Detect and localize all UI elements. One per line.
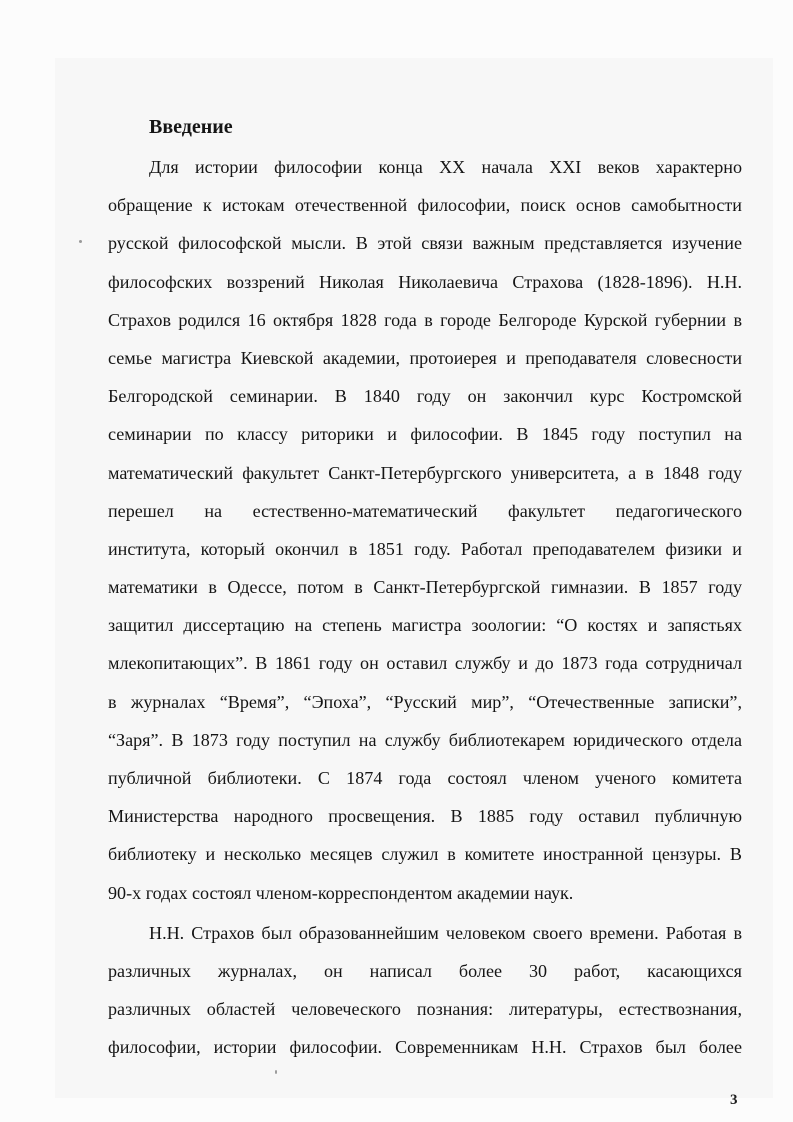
text-line: семинарии по классу риторики и философии. В 1845 году поступил на xyxy=(108,424,742,445)
section-heading: Введение xyxy=(149,116,233,138)
paragraph-1 xyxy=(108,148,742,912)
text-line: обращение к истокам отечественной философии, поиск основ самобытности xyxy=(108,195,742,216)
text-line: Белгородской семинарии. В 1840 году он закончил курс Костромской xyxy=(108,386,742,407)
text-line: Министерства народного просвещения. В 1885 году оставил публичную xyxy=(108,806,742,827)
text-line: млекопитающих”. В 1861 году он оставил службу и до 1873 года сотрудничал xyxy=(108,653,742,674)
text-line: русской философской мысли. В этой связи важным представляется изучение xyxy=(108,233,742,254)
page-number: 3 xyxy=(730,1092,738,1108)
text-line: математический факультет Санкт-Петербургского университета, а в 1848 году xyxy=(108,462,742,483)
scan-speck xyxy=(79,240,82,243)
text-line: Для истории философии конца XX начала XXI веков характерно xyxy=(149,157,742,177)
text-line: перешел на естественно-математический факультет педагогического xyxy=(108,500,742,521)
text-line: различных областей человеческого познания: литературы, естествознания, xyxy=(108,999,742,1020)
text-line: института, который окончил в 1851 году. Работал преподавателем физики и xyxy=(108,538,742,559)
document-page xyxy=(108,112,742,1069)
text-line: “Заря”. В 1873 году поступил на службу библиотекарем юридического отдела xyxy=(108,729,742,750)
text-line: Н.Н. Страхов был образованнейшим человеком своего времени. Работая в xyxy=(149,922,742,943)
paragraph-2 xyxy=(108,914,742,1067)
text-line: различных журналах, он написал более 30 работ, касающихся xyxy=(108,960,742,981)
text-line: 90-х годах состоял членом-корреспондентом академии наук. xyxy=(108,882,574,903)
text-line: библиотеку и несколько месяцев служил в комитете иностранной цензуры. В xyxy=(108,844,742,865)
text-line: Страхов родился 16 октября 1828 года в городе Белгороде Курской губернии в xyxy=(108,309,742,330)
text-line: публичной библиотеки. С 1874 года состоял членом ученого комитета xyxy=(108,768,742,788)
text-line: защитил диссертацию на степень магистра зоологии: “О костях и запястьях xyxy=(108,615,742,636)
text-line: философских воззрений Николая Николаевича Страхова (1828-1896). Н.Н. xyxy=(108,271,742,292)
text-line: математики в Одессе, потом в Санкт-Петербургской гимназии. В 1857 году xyxy=(108,577,742,598)
text-line: в журналах “Время”, “Эпоха”, “Русский мир”, “Отечественные записки”, xyxy=(108,691,742,712)
text-line: философии, истории философии. Современникам Н.Н. Страхов был более xyxy=(108,1037,742,1058)
scan-speck xyxy=(275,1070,277,1074)
text-line: семье магистра Киевской академии, протоиерея и преподавателя словесности xyxy=(108,347,742,368)
